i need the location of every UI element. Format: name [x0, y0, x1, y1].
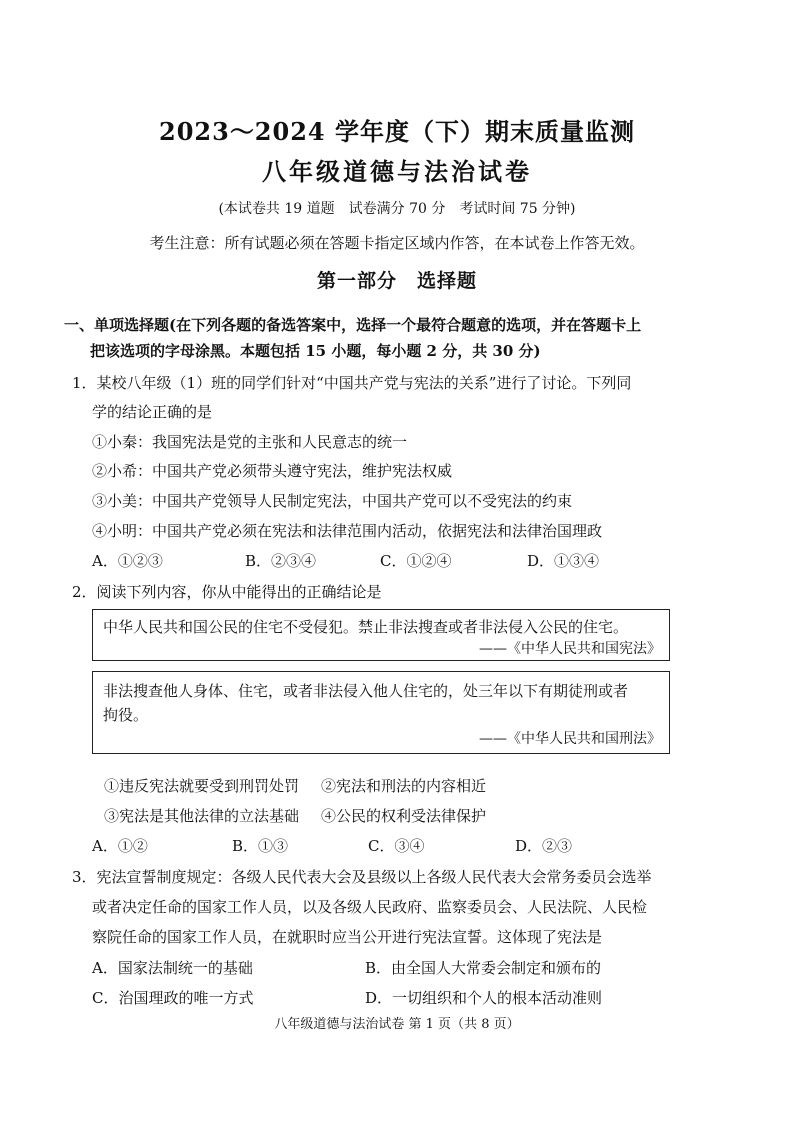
q2-option-c: C．③④: [368, 837, 425, 855]
exam-title-line2: 八年级道德与法治试卷: [262, 157, 532, 186]
q3-option-c: C．治国理政的唯一方式: [92, 989, 254, 1007]
q2-box1-text: 中华人民共和国公民的住宅不受侵犯。禁止非法搜查或者非法侵入公民的住宅。: [103, 618, 629, 636]
section-instruction-line2: 把该选项的字母涂黑。本题包括 15 小题，每小题 2 分，共 30 分): [90, 342, 541, 360]
q3-option-d: D．一切组织和个人的根本活动准则: [365, 989, 603, 1007]
q2-box2-text-line2: 拘役。: [103, 706, 149, 724]
q2-box1-source: ——《中华人民共和国宪法》: [479, 641, 661, 657]
page-footer: 八年级道德与法治试卷 第 1 页（共 8 页）: [274, 1017, 520, 1032]
q3-option-a: A．国家法制统一的基础: [92, 959, 253, 977]
q1-option-b: B．②③④: [245, 552, 317, 570]
part-title: 第一部分 选择题: [316, 270, 477, 292]
q2-box2-text-line1: 非法搜查他人身体、住宅，或者非法侵入他人住宅的，处三年以下有期徒刑或者: [103, 682, 629, 700]
q2-option-d: D．②③: [515, 837, 573, 855]
q1-statement: ①小秦：我国宪法是党的主张和人民意志的统一: [92, 433, 408, 451]
q1-option-a: A．①②③: [92, 552, 163, 570]
candidate-notice: 考生注意：所有试题必须在答题卡指定区域内作答，在本试卷上作答无效。: [149, 234, 645, 252]
q3-stem-line3: 察院任命的国家工作人员，在就职时应当公开进行宪法宣誓。这体现了宪法是: [92, 928, 603, 946]
q2-box2-source: ——《中华人民共和国刑法》: [479, 731, 661, 747]
q2-statement: ①违反宪法就要受到刑罚处罚: [104, 777, 300, 795]
q2-stem: 2．阅读下列内容，你从中能得出的正确结论是: [72, 583, 382, 601]
q2-statement: ④公民的权利受法律保护: [321, 807, 487, 825]
q1-option-d: D．①③④: [527, 552, 600, 570]
q1-stem-line1: 1．某校八年级（1）班的同学们针对“中国共产党与宪法的关系”进行了讨论。下列同: [72, 374, 632, 392]
exam-title-line1: 2023～2024 学年度（下）期末质量监测: [159, 117, 635, 146]
q3-stem-line2: 或者决定任命的国家工作人员，以及各级人民政府、监察委员会、人民法院、人民检: [92, 898, 648, 916]
q2-option-a: A．①②: [92, 837, 148, 855]
q2-quote-box-constitution: [92, 609, 670, 661]
q1-statement: ③小美：中国共产党领导人民制定宪法，中国共产党可以不受宪法的约束: [92, 492, 573, 510]
q1-stem-line2: 学的结论正确的是: [92, 403, 213, 421]
section-instruction-line1: 一、单项选择题(在下列各题的备选答案中，选择一个最符合题意的选项，并在答题卡上: [64, 316, 642, 334]
q2-statement: ②宪法和刑法的内容相近: [321, 777, 487, 795]
q3-option-b: B．由全国人大常委会制定和颁布的: [365, 959, 602, 977]
q1-statement: ④小明：中国共产党必须在宪法和法律范围内活动，依据宪法和法律治国理政: [92, 522, 603, 540]
q3-stem-line1: 3．宪法宣誓制度规定：各级人民代表大会及县级以上各级人民代表大会常务委员会选举: [72, 868, 652, 886]
q2-option-b: B．①③: [232, 837, 289, 855]
q2-statement: ③宪法是其他法律的立法基础: [104, 807, 300, 825]
q1-statement: ②小希：中国共产党必须带头遵守宪法，维护宪法权威: [92, 462, 453, 480]
q1-option-c: C．①②④: [380, 552, 452, 570]
exam-info: (本试卷共 19 道题 试卷满分 70 分 考试时间 75 分钟): [218, 201, 576, 217]
q2-quote-box-criminal-law: [92, 671, 670, 754]
